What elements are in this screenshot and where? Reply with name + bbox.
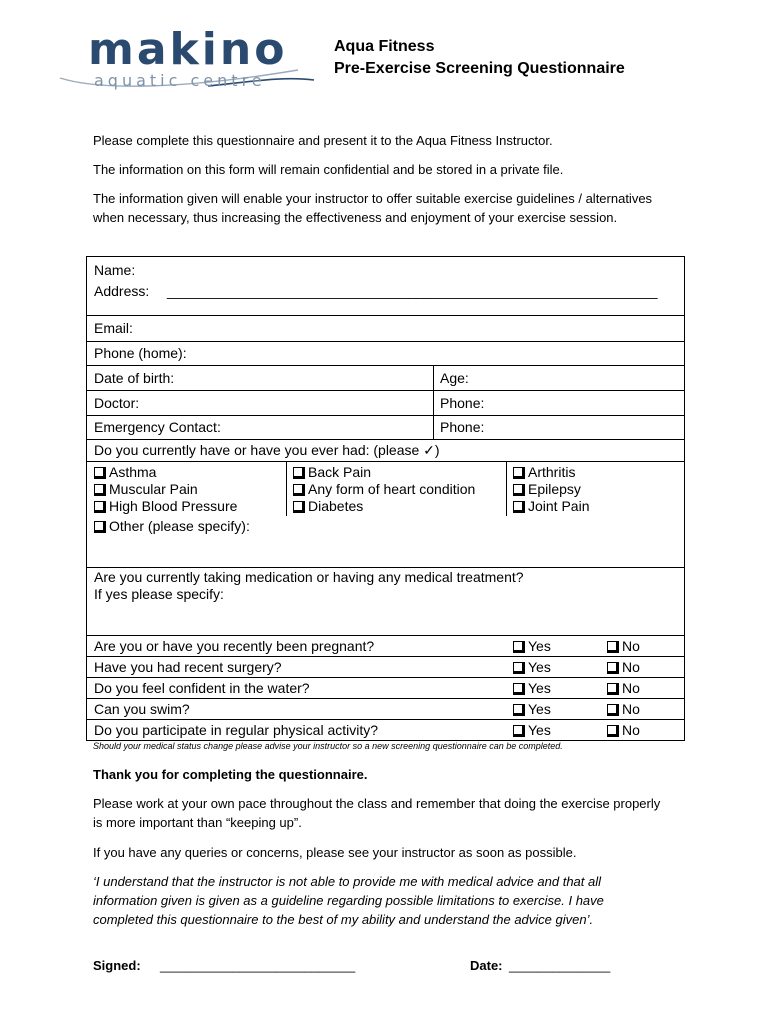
divider — [87, 461, 684, 462]
checkbox[interactable] — [94, 521, 104, 531]
name-label: Name: — [94, 262, 136, 278]
doctor-label: Doctor: — [94, 395, 140, 411]
no-option[interactable]: No — [607, 722, 640, 739]
divider — [87, 677, 684, 678]
conditions-question: Do you currently have or have you ever had: (please ✓) — [94, 442, 440, 458]
intro-paragraph-2: The information on this form will remain confidential and be stored in a private file. — [93, 162, 564, 177]
checkbox[interactable] — [513, 683, 523, 693]
checkbox[interactable] — [513, 641, 523, 651]
divider — [87, 439, 684, 440]
condition-other[interactable]: Other (please specify): — [94, 518, 250, 535]
checkbox[interactable] — [513, 501, 523, 511]
checkbox[interactable] — [607, 662, 617, 672]
queries-text: If you have any queries or concerns, please see your instructor as soon as possible. — [93, 845, 577, 860]
medication-specify: If yes please specify: — [94, 586, 224, 602]
no-option[interactable]: No — [607, 638, 640, 655]
checkbox[interactable] — [513, 662, 523, 672]
checkbox[interactable] — [94, 467, 104, 477]
yes-option[interactable]: Yes — [513, 701, 551, 718]
checkbox[interactable] — [293, 501, 303, 511]
checkbox[interactable] — [607, 725, 617, 735]
makino-logo — [58, 24, 318, 98]
intro-paragraph-3: The information given will enable your instructor to offer suitable exercise guidelines / alternatives when necessary, thus increasing the effectiveness and enjoyment of your exercise session. — [93, 191, 653, 225]
checkbox[interactable] — [513, 704, 523, 714]
age-label: Age: — [440, 370, 469, 386]
no-option[interactable]: No — [607, 659, 640, 676]
thanks-text: Thank you for completing the questionnaire. — [93, 767, 368, 782]
divider — [506, 461, 507, 516]
checkbox[interactable] — [293, 484, 303, 494]
no-option[interactable]: No — [607, 701, 640, 718]
yes-option[interactable]: Yes — [513, 659, 551, 676]
divider — [87, 315, 684, 316]
divider — [286, 461, 287, 516]
condition-heart[interactable]: Any form of heart condition — [293, 481, 475, 498]
yes-option[interactable]: Yes — [513, 680, 551, 697]
divider — [87, 341, 684, 342]
address-line[interactable]: _______________________________________________________________ — [167, 283, 658, 299]
logo-tagline: aquatic centre — [94, 71, 266, 90]
question-physical-activity: Do you participate in regular physical activity? — [94, 722, 379, 738]
divider — [87, 365, 684, 366]
divider — [87, 415, 684, 416]
divider — [87, 698, 684, 699]
divider — [433, 365, 434, 439]
declaration-text: ‘I understand that the instructor is not able to provide me with medical advice and that all information given is given as a guideline regarding possible limitations to exercise. I have completed this questionnaire to the best of my ability and understand the advice given’. — [93, 874, 604, 927]
no-option[interactable]: No — [607, 680, 640, 697]
signed-line[interactable]: ___________________________ — [160, 958, 356, 973]
divider — [87, 635, 684, 636]
emergency-contact-label: Emergency Contact: — [94, 419, 221, 435]
condition-back-pain[interactable]: Back Pain — [293, 464, 371, 481]
divider — [87, 656, 684, 657]
dob-label: Date of birth: — [94, 370, 175, 386]
condition-muscular-pain[interactable]: Muscular Pain — [94, 481, 198, 498]
checkbox[interactable] — [607, 704, 617, 714]
phone-home-label: Phone (home): — [94, 345, 187, 361]
checkbox[interactable] — [94, 484, 104, 494]
screening-form — [86, 256, 685, 741]
checkbox[interactable] — [513, 484, 523, 494]
date-line[interactable]: ______________ — [509, 958, 611, 973]
yes-option[interactable]: Yes — [513, 722, 551, 739]
condition-joint-pain[interactable]: Joint Pain — [513, 498, 589, 515]
signed-label: Signed: — [93, 958, 141, 973]
medication-question: Are you currently taking medication or having any medical treatment? — [94, 569, 524, 585]
checkbox[interactable] — [607, 641, 617, 651]
logo-brand: makino — [88, 24, 288, 75]
address-label: Address: — [94, 283, 150, 299]
email-label: Email: — [94, 320, 133, 336]
pace-text: Please work at your own pace throughout the class and remember that doing the exercise properly is more important than “keeping up”. — [93, 796, 661, 830]
checkbox[interactable] — [607, 683, 617, 693]
question-pregnant: Are you or have you recently been pregnant? — [94, 638, 375, 654]
checkbox[interactable] — [513, 467, 523, 477]
divider — [87, 567, 684, 568]
condition-epilepsy[interactable]: Epilepsy — [513, 481, 581, 498]
condition-asthma[interactable]: Asthma — [94, 464, 156, 481]
checkbox[interactable] — [94, 501, 104, 511]
condition-diabetes[interactable]: Diabetes — [293, 498, 363, 515]
question-surgery: Have you had recent surgery? — [94, 659, 282, 675]
title-line-2: Pre-Exercise Screening Questionnaire — [334, 60, 625, 77]
doctor-phone-label: Phone: — [440, 395, 485, 411]
intro-paragraph-1: Please complete this questionnaire and present it to the Aqua Fitness Instructor. — [93, 133, 553, 148]
question-swim: Can you swim? — [94, 701, 190, 717]
checkbox[interactable] — [513, 725, 523, 735]
emergency-phone-label: Phone: — [440, 419, 485, 435]
page-title — [334, 36, 625, 80]
condition-high-blood-pressure[interactable]: High Blood Pressure — [94, 498, 237, 515]
medical-status-note: Should your medical status change please advise your instructor so a new screening questionnaire can be completed. — [93, 741, 563, 751]
title-line-1: Aqua Fitness — [334, 38, 435, 55]
question-confident-water: Do you feel confident in the water? — [94, 680, 310, 696]
date-label: Date: — [470, 958, 503, 973]
divider — [87, 390, 684, 391]
yes-option[interactable]: Yes — [513, 638, 551, 655]
checkbox[interactable] — [293, 467, 303, 477]
divider — [87, 719, 684, 720]
condition-arthritis[interactable]: Arthritis — [513, 464, 575, 481]
